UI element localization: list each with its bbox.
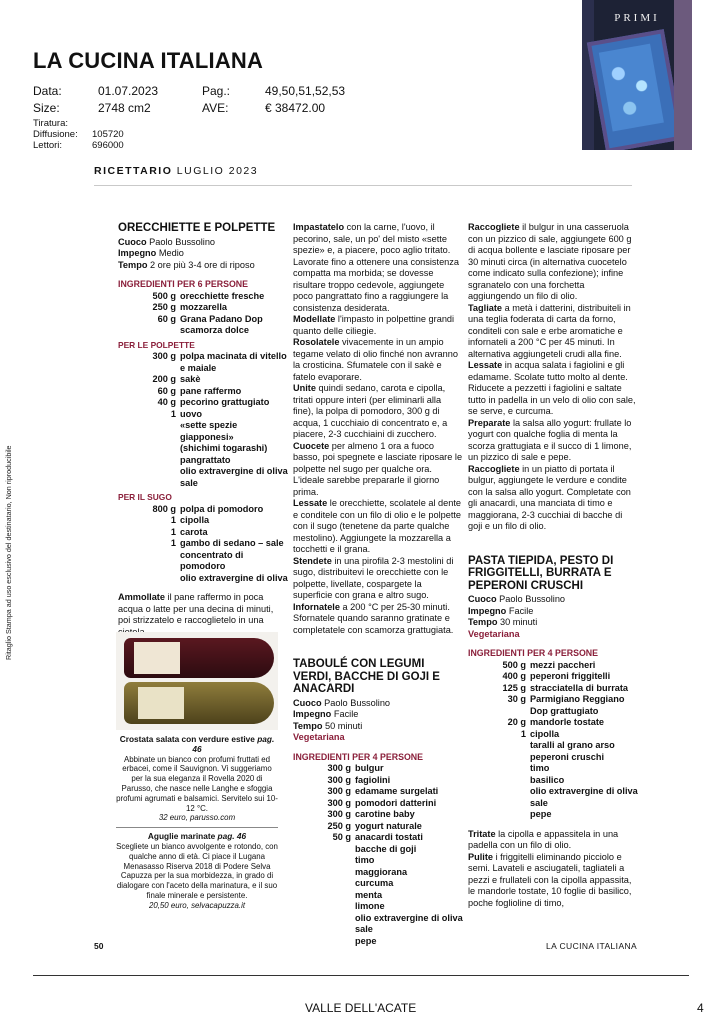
recipe-step: Tritate la cipolla e appassitela in una padella con un filo di olio.	[468, 828, 619, 850]
recipe-step: Preparate la salsa allo yogurt: frullate lo yogurt con qualche foglia di menta la scorza grattugiata e il succo di 1 limone, un pizzico di sale e pepe.	[468, 417, 632, 462]
impegno-line: Impegno Facile	[293, 709, 359, 719]
wine-caption: Aguglie marinate pag. 46	[147, 831, 247, 842]
ingredient-row	[468, 706, 638, 718]
diffusione-label: Diffusione:	[33, 129, 78, 140]
ingredient-row	[468, 729, 638, 741]
ingredient-quantity	[293, 855, 355, 867]
ingredients-title: INGREDIENTI PER 4 PERSONE	[293, 751, 424, 762]
sugo-subtitle: PER IL SUGO	[118, 492, 172, 502]
ingredient-name: Dop grattugiato	[530, 705, 599, 716]
ingredients-list	[468, 660, 638, 821]
ingredient-name: bulgur	[355, 763, 384, 773]
ingredient-name: pane raffermo	[180, 385, 242, 396]
ingredient-quantity	[468, 740, 530, 752]
ingredient-row	[468, 763, 638, 775]
ingredient-name: mezzi paccheri	[530, 659, 596, 670]
pag-value: 49,50,51,52,53	[265, 84, 346, 98]
ingredient-name: pepe	[530, 809, 552, 819]
ingredient-name: stracciatella di burrata	[530, 682, 629, 693]
ingredient-row	[293, 855, 463, 867]
ingredients-title: INGREDIENTI PER 6 PERSONE	[118, 279, 249, 289]
size-label: Size:	[33, 101, 60, 115]
ingredient-quantity	[468, 775, 530, 787]
cuoco-line: Cuoco Paolo Bussolino	[293, 697, 391, 708]
ingredient-row	[293, 913, 463, 925]
ingredient-name: olio extravergine di oliva	[180, 466, 288, 476]
ingredient-quantity: 1	[170, 515, 176, 525]
ingredient-row	[118, 397, 288, 409]
recipe-steps	[293, 222, 463, 636]
ingredient-row	[468, 809, 638, 821]
ingredient-name: timo	[355, 855, 375, 865]
ingredient-name: sale	[530, 797, 548, 808]
lettori-label: Lettori:	[33, 140, 63, 151]
ingredient-quantity	[468, 763, 530, 775]
client-name: VALLE DELL'ACATE	[305, 1001, 417, 1015]
ingredient-quantity	[118, 478, 180, 490]
ingredient-row	[293, 832, 463, 844]
ingredient-row	[293, 936, 463, 948]
ingredient-name: curcuma	[355, 878, 394, 888]
ingredient-quantity: 500 g	[502, 659, 526, 670]
ingredient-quantity: 200 g	[152, 374, 176, 384]
ingredient-name: bacche di goji	[355, 843, 417, 854]
ingredient-name: cipolla	[530, 728, 560, 739]
ingredient-name: olio extravergine di oliva	[530, 786, 638, 796]
ingredient-quantity	[118, 573, 180, 585]
ingredient-name: menta	[355, 889, 383, 900]
ingredient-row	[118, 386, 288, 398]
ingredient-name: scamorza dolce	[180, 325, 249, 335]
ingredient-name: olio extravergine di oliva	[355, 912, 463, 923]
ingredient-row	[118, 314, 288, 326]
wine-pairing-box	[116, 632, 278, 924]
ingredient-row	[293, 844, 463, 856]
ingredient-quantity	[468, 798, 530, 810]
recipe-step: Modellate l'impasto in polpettine grandi quanto delle ciliegie.	[293, 314, 455, 336]
ingredient-row	[468, 786, 638, 798]
ave-value: € 38472.00	[265, 101, 326, 115]
ingredient-row	[468, 798, 638, 810]
ingredient-quantity	[118, 325, 180, 337]
ingredient-quantity: 400 g	[502, 671, 526, 681]
magazine-page-number: 50	[94, 941, 104, 951]
ingredient-name: polpa macinata di vitello	[180, 351, 287, 361]
magazine-footer-title: LA CUCINA ITALIANA	[546, 941, 638, 951]
recipe-title: ORECCHIETTE E POLPETTE	[118, 222, 276, 234]
recipe-step: Lessate in acqua salata i fagiolini e gli edamame. Scolate tutto molto al dente. Riducete a pezzetti i fagiolini e saltate tutto in padella in un velo di olio con sale, se serve, e curcuma.	[468, 360, 636, 416]
ingredient-quantity	[118, 420, 180, 443]
ingredient-row	[118, 409, 288, 421]
ingredient-quantity	[293, 890, 355, 902]
ingredient-quantity: 250 g	[327, 820, 351, 831]
ingredients-list	[118, 351, 288, 489]
pag-label: Pag.:	[202, 84, 231, 98]
ingredient-row	[293, 901, 463, 913]
cuoco-line: Cuoco Paolo Bussolino	[118, 236, 216, 247]
cover-thumbnail	[582, 0, 692, 150]
recipe-step: Infornatele a 200 °C per 25-30 minuti. Sfornatele quando saranno gratinate e completatele con scamorza grattugiata.	[293, 601, 454, 635]
recipe-step: Impastatelo con la carne, l'uovo, il pecorino, sale, un po' del misto «sette spezie» e, a piacere, poco aglio tritato. Lavorate fino a ottenere una consistenza compatta ma morbida; se dovesse risultare troppo cedevole, aggiungete poco pangrattato fino a raggiungere la consistenza desiderata.	[293, 222, 459, 313]
size-value: 2748 cm2	[98, 101, 151, 115]
ingredient-row	[118, 504, 288, 516]
wine-description: Scegliete un bianco avvolgente e rotondo, con qualche anno di età. Ci piace il Lugana Menasasso Riserva 2018 di Podere Selva Capuzza per la sua morbidezza, in grado di dialogare con l'aceto della marinatura, e il suo finale minerale e persistente.	[116, 841, 278, 900]
ingredient-name: peperoni cruschi	[530, 751, 605, 762]
ingredient-row	[118, 550, 288, 573]
ingredient-name: sale	[180, 477, 198, 488]
ingredient-row	[118, 527, 288, 539]
ingredient-row	[468, 671, 638, 683]
impegno-line: Impegno Medio	[118, 248, 184, 258]
ingredient-quantity: 1	[170, 538, 176, 548]
vegetarian-badge: Vegetariana	[468, 628, 520, 639]
impegno-line: Impegno Facile	[468, 605, 534, 616]
tempo-line: Tempo 50 minuti	[293, 720, 363, 731]
kicker-divider	[94, 185, 632, 186]
recipe-step: Unite quindi sedano, carota e cipolla, tritati oppure interi (per eliminarli alla fine), la polpa di pomodoro, 300 g di acqua, 1 cucchiaio di concentrato e, a piacere, 2-3 cucchiaini di zucchero.	[293, 383, 448, 439]
cuoco-line: Cuoco Paolo Bussolino	[468, 594, 566, 604]
ingredient-quantity	[293, 924, 355, 936]
ingredient-row	[293, 786, 463, 798]
ingredient-name: mozzarella	[180, 302, 227, 312]
ingredient-row	[293, 809, 463, 821]
diffusione-value: 105720	[92, 129, 124, 140]
ingredient-name: olio extravergine di oliva	[180, 572, 288, 583]
ingredient-row	[293, 890, 463, 902]
ingredients-title: INGREDIENTI PER 4 PERSONE	[468, 648, 599, 658]
ingredient-row	[118, 466, 288, 478]
ingredient-row	[468, 740, 638, 752]
ingredient-quantity: 1	[520, 728, 526, 739]
ingredient-row	[293, 775, 463, 787]
column-2	[293, 222, 463, 947]
vegetarian-badge: Vegetariana	[293, 732, 345, 742]
ingredient-row	[293, 798, 463, 810]
tempo-line: Tempo 2 ore più 3-4 ore di riposo	[118, 259, 255, 270]
ingredient-quantity	[468, 706, 530, 718]
ingredient-name: e maiale	[180, 362, 217, 373]
ingredients-list	[293, 763, 463, 947]
ingredient-name: edamame surgelati	[355, 786, 439, 796]
ingredient-name: anacardi tostati	[355, 832, 423, 842]
ingredient-row	[118, 363, 288, 375]
page-kicker: RICETTARIO LUGLIO 2023	[94, 165, 259, 177]
wine-description: Abbinate un bianco con profumi fruttati ed erbacei, come il Sauvignon. Vi suggeriamo per la sua eleganza il Rovella 2020 di Parusso, che nasce nelle Langhe e sfoggia profumi agrumati e balsamici. Servitelo sui 10-12 °C.	[116, 754, 278, 813]
ingredient-quantity: 300 g	[327, 786, 351, 796]
recipe-step: Tagliate a metà i datterini, distribuiteli in una teglia foderata di carta da forno, conditeli con sale e erbe aromatiche e infornateli a 200 °C per 45 minuti. In alternativa aggiungeteli crudi alla fine.	[468, 302, 631, 359]
ingredient-quantity	[118, 455, 180, 467]
ingredient-quantity: 300 g	[327, 809, 351, 819]
bottom-divider	[33, 975, 689, 976]
recipe-steps	[468, 222, 638, 533]
ingredient-row	[118, 538, 288, 550]
ingredient-name: sale	[355, 924, 373, 934]
ingredient-row	[468, 752, 638, 764]
ingredient-name: peperoni friggitelli	[530, 671, 611, 681]
ingredient-name: pangrattato	[180, 454, 231, 465]
ingredient-quantity: 60 g	[157, 385, 176, 396]
wine-caption: Crostata salata con verdure estive pag. 46	[119, 734, 275, 754]
ingredient-name: basilico	[530, 774, 565, 785]
ingredient-quantity: 30 g	[507, 694, 526, 704]
ingredient-name: Grana Padano Dop	[180, 313, 263, 324]
lettori-value: 696000	[92, 140, 124, 151]
ingredient-row	[293, 867, 463, 879]
ingredient-name: limone	[355, 901, 385, 911]
ingredient-row	[293, 763, 463, 775]
tempo-line: Tempo 30 minuti	[468, 617, 538, 627]
ingredient-quantity: 1	[170, 526, 176, 537]
ingredient-name: cipolla	[180, 515, 210, 525]
ingredient-name: gambo di sedano – sale	[180, 538, 284, 548]
ingredient-quantity	[118, 363, 180, 375]
vertical-note: Ritaglio Stampa ad uso esclusivo del destinatario, Non riproducibile	[4, 445, 13, 660]
ave-label: AVE:	[202, 101, 229, 115]
dish-image	[587, 29, 683, 150]
recipe-title: TABOULÉ CON LEGUMI VERDI, BACCHE DI GOJI E ANACARDI	[293, 658, 440, 695]
ingredient-row	[118, 351, 288, 363]
cover-word: PRIMI	[614, 12, 660, 24]
ingredient-quantity	[293, 913, 355, 925]
ingredient-quantity	[293, 936, 355, 948]
ingredient-row	[118, 455, 288, 467]
ingredient-quantity	[293, 867, 355, 879]
ingredient-quantity: 300 g	[327, 763, 351, 773]
ingredient-quantity: 800 g	[152, 503, 176, 514]
ingredient-name: «sette spezie giapponesi»	[180, 420, 238, 442]
data-value: 01.07.2023	[98, 84, 159, 98]
wine-price: 32 euro, parusso.com	[158, 813, 236, 823]
ingredient-quantity	[293, 844, 355, 856]
ingredient-row	[118, 573, 288, 585]
ingredient-quantity: 1	[170, 408, 176, 419]
publication-title: LA CUCINA ITALIANA	[33, 48, 264, 73]
ingredient-quantity: 50 g	[332, 832, 351, 842]
ingredient-quantity	[118, 443, 180, 455]
recipe-step: Cuocete per almeno 1 ora a fuoco basso, poi spegnete e lasciate riposare le polpette nel sugo per qualche ora. L'ideale sarebbe prepararle il giorno prima.	[293, 440, 463, 497]
ingredient-row	[118, 420, 288, 443]
ingredient-name: polpa di pomodoro	[180, 503, 264, 514]
ingredient-name: taralli al grano arso	[530, 740, 615, 750]
ingredient-name: concentrato di pomodoro	[180, 549, 244, 571]
data-label: Data:	[33, 84, 62, 98]
ingredient-name: yogurt naturale	[355, 820, 422, 831]
ingredient-row	[468, 717, 638, 729]
ingredient-name: sakè	[180, 374, 201, 384]
ingredient-name: (shichimi togarashi)	[180, 443, 268, 453]
ingredient-quantity	[468, 809, 530, 821]
recipe-step: Raccogliete in un piatto di portata il bulgur, aggiungete le verdure e condite con la salsa allo yogurt. Completate con gli anacardi, una manciata di timo e maggiorana, 2-3 cucchiai di bacche di goji e un filo di olio.	[468, 463, 631, 531]
ingredient-row	[118, 325, 288, 337]
ingredient-quantity: 125 g	[502, 682, 526, 693]
recipe-steps	[468, 829, 638, 910]
ingredient-quantity: 250 g	[152, 302, 176, 312]
ingredient-quantity	[118, 550, 180, 573]
recipe-step: Pulite i friggitelli eliminando picciolo e semi. Lavateli e asciugateli, tagliateli a pezzi e frullateli con la cipolla appassita, le mandorle tostate, 10 foglie di basilico, poche foglioline di timo,	[468, 851, 632, 908]
recipe-step: Lessate le orecchiette, scolatele al dente e conditele con un filo di olio e le polpette con il sugo (tenetene da parte qualche mestolino). Aggiungete la mozzarella a tocchetti e il grana.	[293, 498, 462, 554]
ingredient-quantity	[468, 786, 530, 798]
ingredient-name: mandorle tostate	[530, 717, 605, 727]
wine-bottles-image	[116, 632, 278, 730]
ingredient-quantity	[293, 901, 355, 913]
clipping-page-number: 4	[697, 1001, 704, 1015]
recipe-step: Rosolatele vivacemente in un ampio tegame velato di olio finché non avranno la crosticina. Sfumatele con il sakè e fatelo evaporare.	[293, 337, 458, 382]
ingredient-name: Parmigiano Reggiano	[530, 694, 625, 704]
ingredient-row	[468, 694, 638, 706]
recipe-step: Ammollate il pane raffermo in poca acqua o latte per una decina di minuti, poi strizzatelo e raccoglietelo in una	[118, 592, 274, 625]
ingredient-row	[118, 302, 288, 314]
ingredient-quantity	[118, 466, 180, 478]
ingredient-quantity: 500 g	[152, 290, 176, 301]
ingredient-row	[468, 660, 638, 672]
ingredient-quantity: 300 g	[327, 774, 351, 785]
ingredient-row	[293, 878, 463, 890]
ingredient-name: maggiorana	[355, 866, 408, 877]
ingredient-row	[468, 775, 638, 787]
recipe-orecchiette	[118, 222, 288, 638]
ingredient-row	[118, 478, 288, 490]
ingredient-name: timo	[530, 763, 550, 773]
ingredient-row	[118, 443, 288, 455]
ingredient-row	[118, 291, 288, 303]
ingredient-name: carotine baby	[355, 809, 415, 819]
ingredient-name: pecorino grattugiato	[180, 397, 270, 407]
ingredient-quantity	[293, 878, 355, 890]
ingredient-quantity: 60 g	[157, 313, 176, 324]
recipe-title: PASTA TIEPIDA, PESTO DI FRIGGITELLI, BURRATA E PEPERONI CRUSCHI	[468, 554, 614, 592]
ingredient-name: orecchiette fresche	[180, 290, 265, 301]
tiratura-label: Tiratura:	[33, 118, 69, 129]
ingredient-quantity: 20 g	[507, 717, 526, 727]
ingredient-name: carota	[180, 526, 208, 537]
column-3	[468, 222, 638, 909]
ingredient-quantity: 300 g	[152, 351, 176, 361]
ingredient-row	[293, 924, 463, 936]
ingredient-name: pepe	[355, 935, 377, 946]
polpette-subtitle: PER LE POLPETTE	[118, 339, 195, 350]
ingredient-name: pomodori datterini	[355, 797, 437, 808]
wine-price: 20,50 euro, selvacapuzza.it	[148, 900, 246, 910]
ingredient-quantity: 40 g	[157, 397, 176, 407]
ingredient-quantity: 300 g	[327, 797, 351, 808]
recipe-step: Raccogliete il bulgur in una casseruola con un pizzico di sale, aggiungete 600 g di acqua bollente e lasciate riposare per 30 minuti circa (in alternativa cuocetelo come indicato sulla confezione); infine sgranatelo con una forchetta aggiungendo un filo di olio.	[468, 222, 632, 301]
ingredient-row	[118, 374, 288, 386]
recipe-step: Stendete in una pirofila 2-3 mestolini di sugo, distribuitevi le orecchiette con le polpette, livellate, cospargete la superficie con grana e altro sugo.	[293, 555, 454, 600]
ingredient-name: fagiolini	[355, 774, 391, 785]
ingredients-list	[118, 291, 288, 337]
ingredient-row	[118, 515, 288, 527]
ingredient-row	[468, 683, 638, 695]
ingredients-list	[118, 504, 288, 585]
ingredient-row	[293, 821, 463, 833]
ingredient-name: uovo	[180, 408, 202, 419]
ingredient-quantity	[468, 752, 530, 764]
